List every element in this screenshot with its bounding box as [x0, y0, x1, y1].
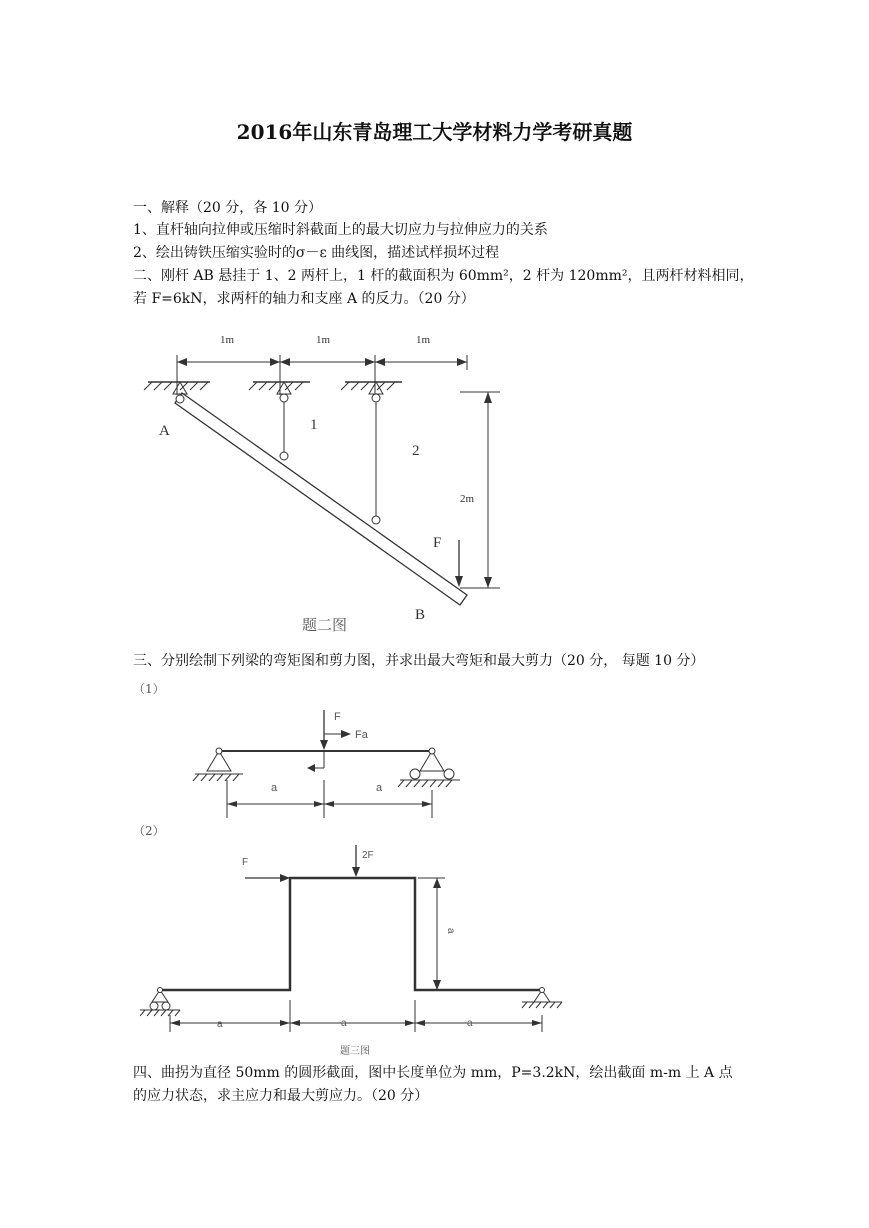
dim-a-1: a [217, 1019, 223, 1030]
q2-text-line-1: 二、刚杆 AB 悬挂于 1、2 两杆上，1 杆的截面积为 60mm²，2 杆为 120mm²，且两杆材料相同， [133, 268, 754, 284]
label-rod-1: 1 [310, 417, 318, 433]
figure-q3-2 [140, 840, 570, 1060]
label-F: F [242, 857, 249, 868]
dim-a-3: a [467, 1018, 473, 1029]
dim-a-vertical: a [445, 928, 456, 934]
label-F: F [433, 535, 442, 551]
dim-2m: 2m [460, 493, 475, 505]
dim-a-2: a [341, 1018, 347, 1029]
q2-text-line-2: 若 F=6kN，求两杆的轴力和支座 A 的反力。（20 分） [133, 291, 475, 307]
q1-item-2: 2、绘出铸铁压缩实验时的σ－ε 曲线图，描述试样损坏过程 [133, 245, 500, 261]
q4-text-line-2: 的应力状态，求主应力和最大剪应力。（20 分） [133, 1088, 429, 1104]
label-F: F [334, 711, 341, 723]
q1-heading: 一、解释（20 分，各 10 分） [133, 200, 322, 216]
figure-q3-1 [175, 700, 475, 825]
q3-sub-2: （2） [133, 824, 165, 838]
q3-sub-1: （1） [133, 682, 165, 696]
figure-q2 [130, 325, 550, 640]
dim-a-left: a [271, 782, 278, 794]
dim-1m-b: 1m [315, 334, 331, 346]
page-title: 2016年山东青岛理工大学材料力学考研真题 [236, 120, 633, 144]
dim-1m-c: 1m [415, 334, 431, 346]
label-B: B [415, 607, 426, 623]
q1-item-1: 1、直杆轴向拉伸或压缩时斜截面上的最大切应力与拉伸应力的关系 [133, 222, 548, 238]
figure-q3-caption: 题三图 [340, 1046, 370, 1057]
dim-1m-a: 1m [219, 334, 235, 346]
q4-text-line-1: 四、曲拐为直径 50mm 的圆形截面，图中长度单位为 mm，P=3.2kN，绘出截面 m-m 上 A 点 [133, 1065, 733, 1081]
figure-q2-caption: 题二图 [302, 617, 348, 634]
dim-a-right: a [376, 782, 383, 794]
label-2F: 2F [362, 850, 374, 861]
label-Fa: Fa [355, 729, 368, 741]
label-A: A [159, 423, 170, 439]
q3-heading: 三、分别绘制下列梁的弯矩图和剪力图，并求出最大弯矩和最大剪力（20 分， 每题 10 分） [133, 653, 705, 669]
label-rod-2: 2 [412, 443, 420, 459]
